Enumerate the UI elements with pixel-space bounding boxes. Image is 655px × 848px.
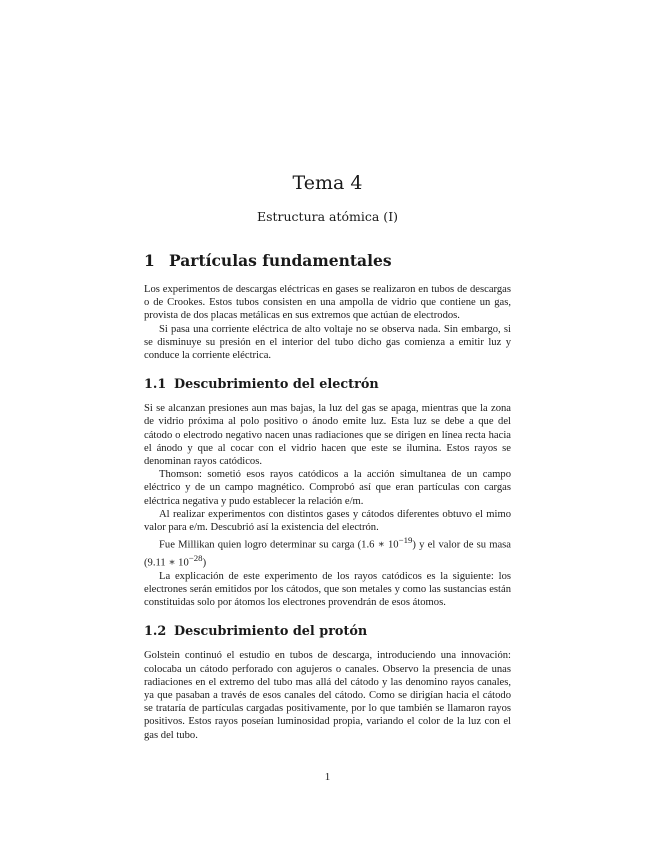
paragraph: Thomson: sometió esos rayos catódicos a la acción simultanea de un campo eléctrico y de un campo magnético. Comprobó así que eran partículas con cargas eléctrica negativa y pudo establecer la relación e/m. xyxy=(144,469,511,507)
subsection-title: Descubrimiento del electrón xyxy=(174,377,379,393)
page-number: 1 xyxy=(324,771,331,783)
document-subtitle: Estructura atómica (I) xyxy=(256,209,399,224)
section-title: Partículas fundamentales xyxy=(169,251,392,270)
paragraph: Al realizar experimentos con distintos gases y cátodos diferentes obtuvo el mimo valor para e/m. Descubrió así la existencia del electrón. xyxy=(144,508,511,534)
millikan-text: ) y el valor de su masa (9.11 ∗ 10 xyxy=(144,539,511,569)
subsection-title: Descubrimiento del protón xyxy=(174,624,368,640)
paragraph: Los experimentos de descargas eléctricas en gases se realizaron en tubos de descargas o de Crookes. Estos tubos consisten en una ampolla de vidrio que contiene un gas, provista de dos placas metálicas en sus extremos que actúan de electrodos. xyxy=(144,284,511,322)
mass-exponent: −28 xyxy=(188,552,203,563)
subsection-number: 1.2 xyxy=(144,624,167,640)
paragraph: Si se alcanzan presiones aun mas bajas, la luz del gas se apaga, mientras que la zona de vidrio próxima al polo positivo o ánodo emite luz. Esta luz se debe a que del cátodo o electrodo negativo nacen unas radiaciones que se dirigen en línea recta hacia el ánodo y que al cocar con el vidrio hacen que este se ilumina. Estos rayos se denominan rayos catódicos. xyxy=(144,403,511,468)
paragraph: Si pasa una corriente eléctrica de alto voltaje no se observa nada. Sin embargo, si se disminuye su presión en el interior del tubo dicho gas comienza a emitir luz y conduce la corriente eléctrica. xyxy=(144,323,511,362)
charge-exponent: −19 xyxy=(398,535,413,546)
paragraph: La explicación de este experimento de los rayos catódicos es la siguiente: los electrones serán emitidos por los cátodos, que son metales y como las sustancias están constituidas solo por átomos los electrones provendrán de esos átomos. xyxy=(144,570,511,609)
section-number: 1 xyxy=(144,251,155,270)
section-heading xyxy=(144,251,511,271)
paragraph: Golstein continuó el estudio en tubos de descarga, introduciendo una innovación: colocaba un cátodo perforado con agujeros o canales. Observo la presencia de unas radiaciones en el extremo del tubo mas allá del cátodo y las denomino rayos canales, ya que pasaban a través de esos canales del cátodo. Como se dirigían hacia el cátodo se trataría de partículas cargadas positivamente, por lo que también se llamaron rayos positivos. Estos rayos poseían luminosidad propia, variando el color de la luz con el gas del tubo. xyxy=(144,650,511,741)
millikan-text: ) xyxy=(202,557,207,569)
subsection-number: 1.1 xyxy=(144,377,167,393)
document-title: Tema 4 xyxy=(292,172,363,194)
document-body xyxy=(144,251,511,742)
subsection-heading xyxy=(144,624,511,640)
millikan-text: Fue Millikan quien logro determinar su carga (1.6 ∗ 10 xyxy=(159,539,399,551)
millikan-paragraph xyxy=(144,534,511,569)
subsection-heading xyxy=(144,377,511,393)
